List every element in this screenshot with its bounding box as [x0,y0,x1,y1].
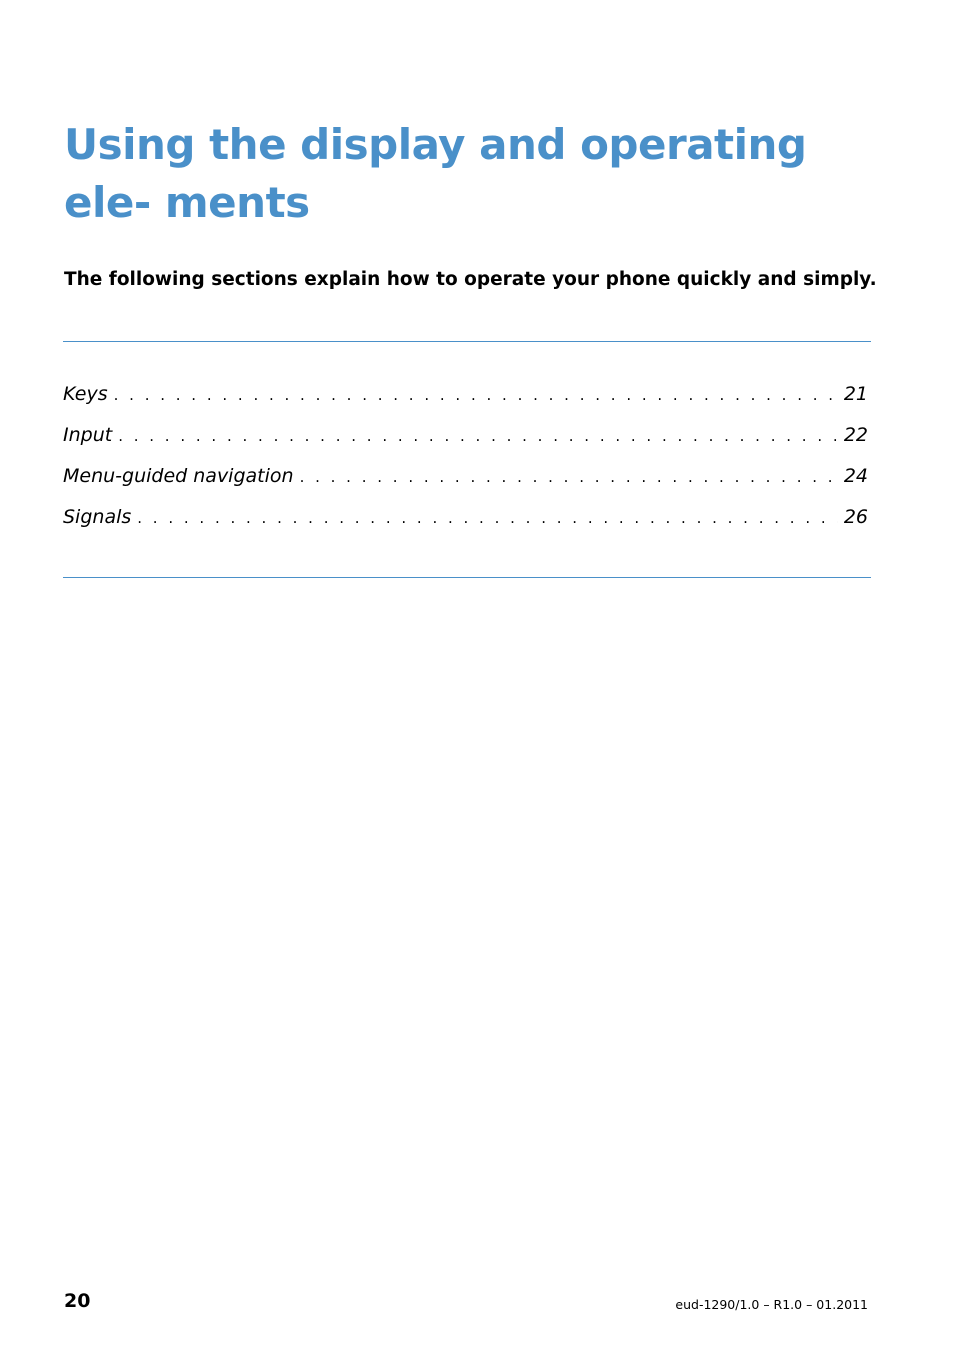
toc-entry-keys[interactable] [63,380,868,421]
toc-leader-dots [118,422,838,450]
toc-entry-page: 24 [843,465,868,487]
toc-leader-dots [137,504,838,532]
document-reference: eud-1290/1.0 – R1.0 – 01.2011 [675,1297,868,1312]
divider-top [63,341,871,342]
toc-entry-label: Keys [63,383,108,405]
toc-entry-label: Signals [63,506,132,528]
toc-entry-page: 21 [843,383,868,405]
chapter-title: Using the display and operating ele- ments [64,120,807,227]
page-number: 20 [64,1290,91,1312]
toc-entry-label: Menu-guided navigation [63,465,294,487]
toc-entry-signals[interactable] [63,503,868,544]
toc-entry-menu-guided-navigation[interactable] [63,462,868,503]
toc-entry-page: 22 [843,424,868,446]
toc-leader-dots [114,381,838,409]
toc-entry-label: Input [63,424,113,446]
toc-leader-dots [300,463,838,491]
toc-entry-page: 26 [843,506,868,528]
toc-entry-input[interactable] [63,421,868,462]
table-of-contents [63,380,868,544]
divider-bottom [63,577,871,578]
chapter-intro: The following sections explain how to operate your phone quickly and simply. [64,269,877,290]
